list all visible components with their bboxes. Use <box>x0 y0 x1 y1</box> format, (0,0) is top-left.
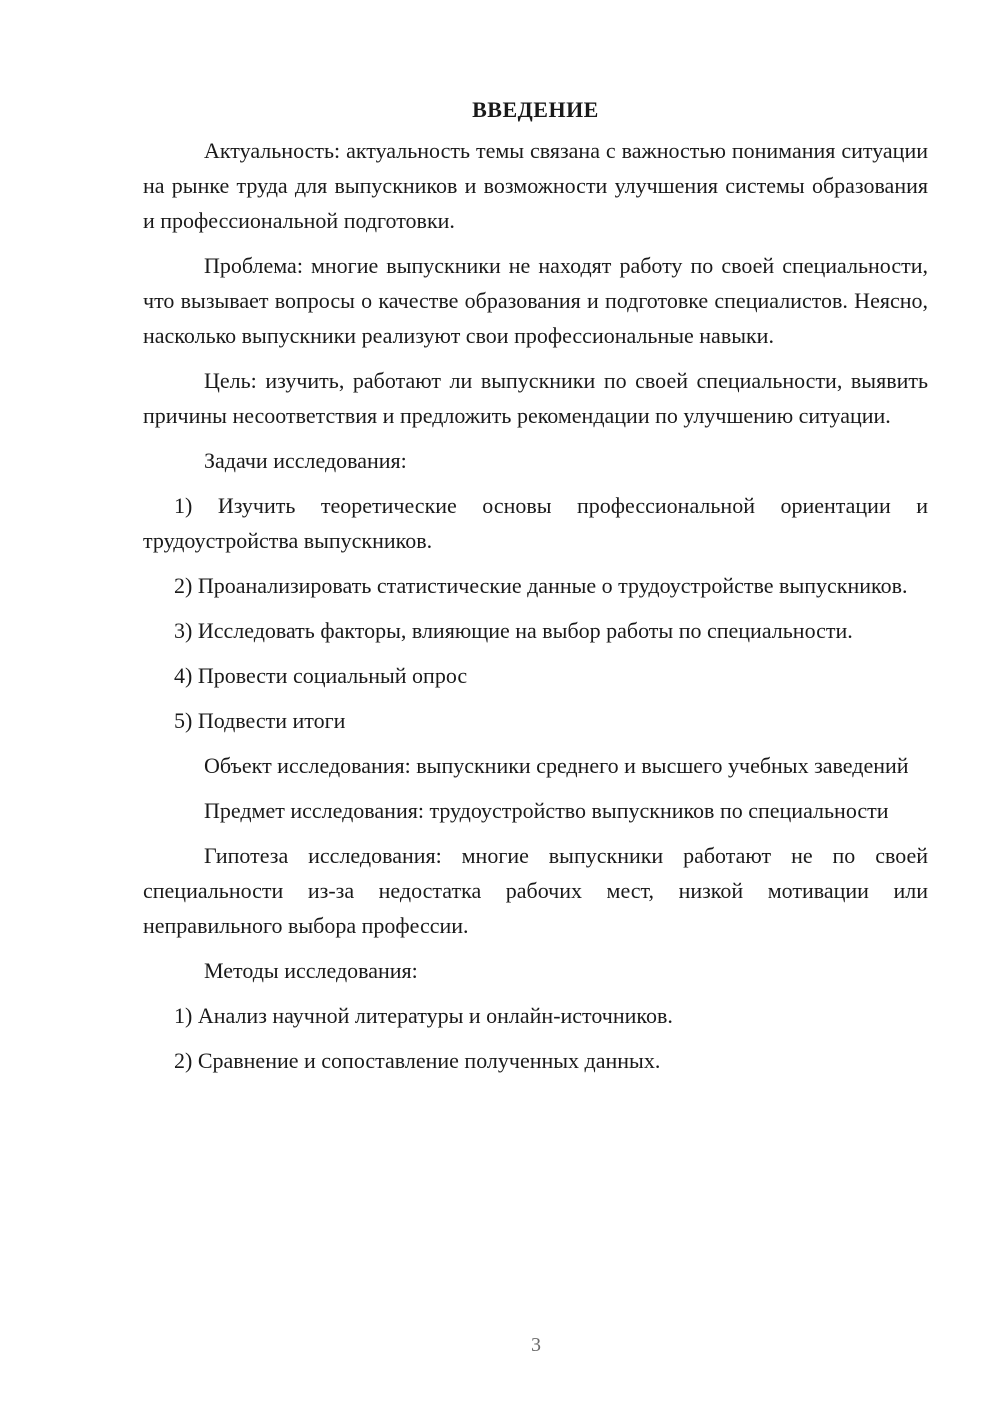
task-item-2: 2) Проанализировать статистические данные о трудоустройстве выпускников. <box>174 573 908 598</box>
paragraph-hypothesis: Гипотеза исследования: многие выпускники работают не по своей специальности из-за недостатка рабочих мест, низкой мотивации или неправильного выбора профессии. <box>143 843 928 938</box>
paragraph-subject: Предмет исследования: трудоустройство выпускников по специальности <box>204 798 889 823</box>
method-item-1: 1) Анализ научной литературы и онлайн-источников. <box>174 1003 673 1028</box>
paragraph-goal: Цель: изучить, работают ли выпускники по своей специальности, выявить причины несоответствия и предложить рекомендации по улучшению ситуации. <box>143 368 928 428</box>
methods-heading: Методы исследования: <box>204 958 418 983</box>
paragraph-problem: Проблема: многие выпускники не находят работу по своей специальности, что вызывает вопросы о качестве образования и подготовке специалистов. Неясно, насколько выпускники реализуют свои профессиональные навыки. <box>143 253 928 348</box>
method-item-2: 2) Сравнение и сопоставление полученных данных. <box>174 1048 661 1073</box>
task-item-1: 1) Изучить теоретические основы профессиональной ориентации и трудоустройства выпускников. <box>143 493 928 553</box>
task-item-3: 3) Исследовать факторы, влияющие на выбор работы по специальности. <box>174 618 853 643</box>
section-title: ВВЕДЕНИЕ <box>472 97 599 122</box>
tasks-heading: Задачи исследования: <box>204 448 407 473</box>
paragraph-relevance: Актуальность: актуальность темы связана с важностью понимания ситуации на рынке труда для выпускников и возможности улучшения системы образования и профессиональной подготовки. <box>143 138 928 233</box>
paragraph-object: Объект исследования: выпускники среднего и высшего учебных заведений <box>204 753 909 778</box>
task-item-5: 5) Подвести итоги <box>174 708 346 733</box>
page-number: 3 <box>531 1334 541 1356</box>
page-content <box>143 95 928 1078</box>
task-item-4: 4) Провести социальный опрос <box>174 663 468 688</box>
